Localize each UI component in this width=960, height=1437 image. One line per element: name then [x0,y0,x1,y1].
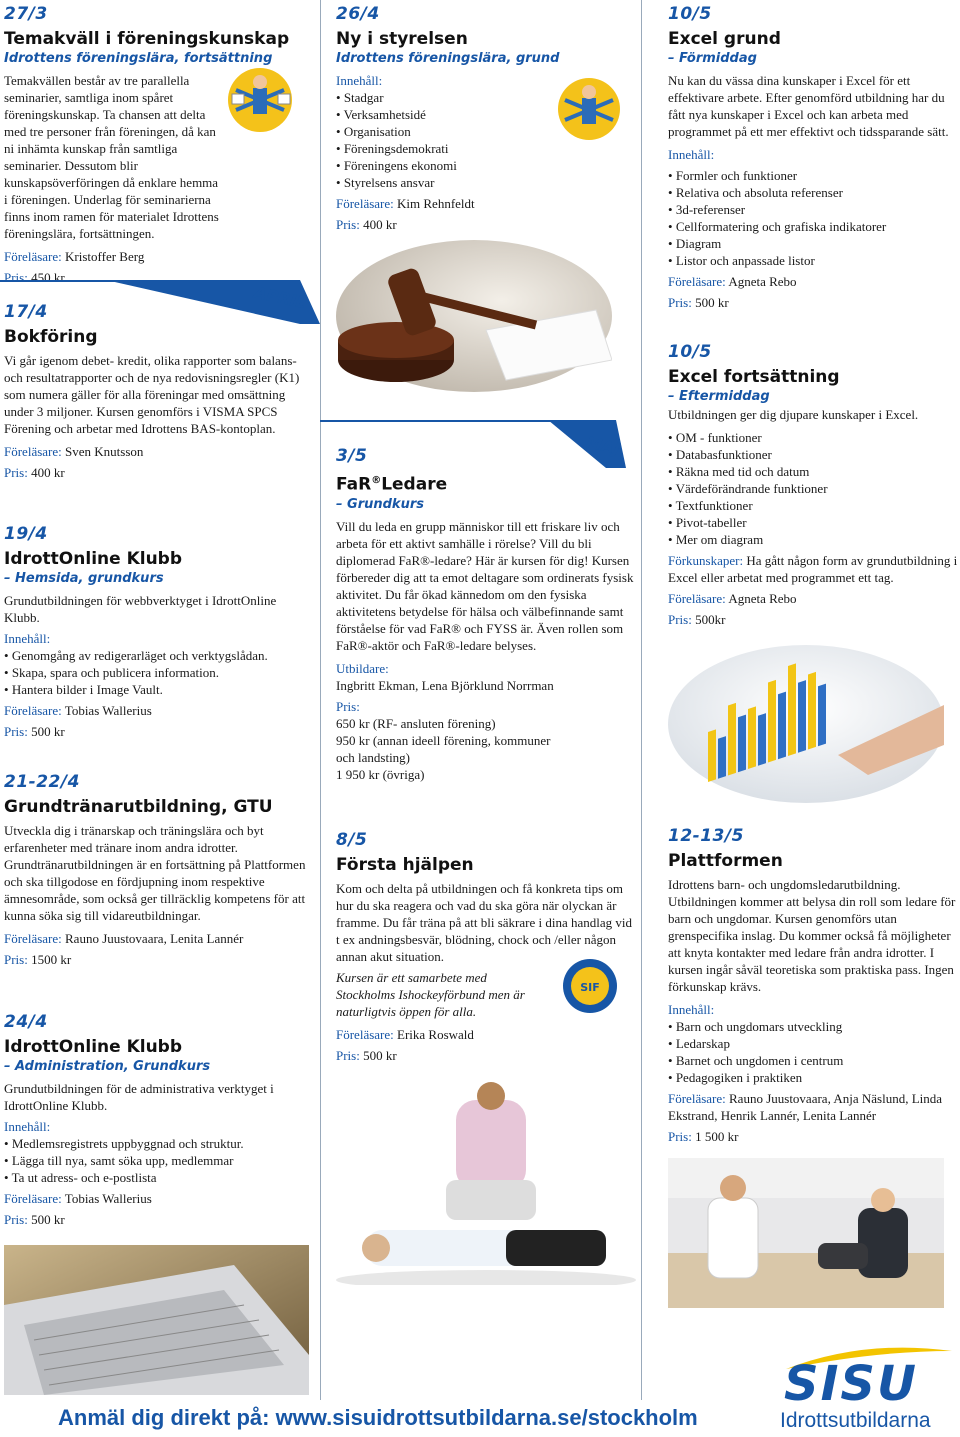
lecturer: Sven Knutsson [65,444,144,459]
lecturer-label: Föreläsare: [336,196,394,211]
event-far-ledare [336,446,636,783]
event-subtitle: Idrottens föreningslära, fortsättning [4,51,273,66]
price-item: 950 kr (annan ideell förening, kommuner och landsting) [336,732,551,765]
event-title: Ny i styrelsen [336,29,468,49]
list-item: • Textfunktioner [668,497,958,514]
lecturer-label: Föreläsare: [4,703,62,718]
lecturer-label: Föreläsare: [4,1191,62,1206]
price: 450 kr [31,270,65,285]
lecturer-label: Föreläsare: [4,931,62,946]
event-title [336,470,636,496]
list-item: • Stadgar [336,89,636,106]
trainer: Ingbritt Ekman, Lena Björklund Norrman [336,677,554,693]
event-idrottonline-admin [4,1012,309,1228]
event-subtitle: – Eftermiddag [668,389,770,404]
event-description: Grundutbildningen för webbverktyget i IdrottOnline Klubb. [4,593,277,625]
list-item: • Räkna med tid och datum [668,463,958,480]
price-item: 1 950 kr (övriga) [336,766,425,782]
price: 500 kr [363,1048,397,1063]
list-item: • Barnet och ungdomen i centrum [668,1052,958,1069]
list-item: • Medlemsregistrets uppbyggnad och struktur. [4,1135,309,1152]
event-title: Temakväll i föreningskunskap [4,29,290,49]
event-idrottonline-hemsida [4,524,309,740]
event-date: 12-13/5 [668,826,744,846]
lecturer-label: Föreläsare: [668,591,726,606]
list-item: • Styrelsens ansvar [336,174,636,191]
event-excel-grund [668,4,958,311]
event-description: Utbildningen ger dig djupare kunskaper i Excel. [668,407,919,422]
price-item: 650 kr (RF- ansluten förening) [336,715,496,731]
event-forsta-hjalpen [336,830,636,1064]
event-subtitle: – Förmiddag [668,51,757,66]
price-label: Pris: [668,612,692,627]
price: 500 kr [695,295,729,310]
lecturer: Erika Roswald [397,1027,474,1042]
content-list [4,647,309,698]
list-item: • Föreningens ekonomi [336,157,636,174]
list-item: • Relativa och absoluta referenser [668,184,958,201]
price: 400 kr [31,465,65,480]
event-subtitle: – Grundkurs [336,496,424,512]
event-description: Temakvällen består av tre parallella seminarier, samtliga inom spåret föreningskunskap. Ta chansen att delta med tre personer från föreningen, då kan ni inhämta kunskap från samtliga seminarier. Dessutom blir kunskapsöverföringen då enklare hemma i föreningen. Underlag för seminarierna finns inom ramen för materialet Idrottens föreningslära, fortsättningen. [4,73,219,241]
price: 500 kr [31,1212,65,1227]
prereq-label: Förkunskaper: [668,553,744,568]
event-date: 10/5 [668,342,712,362]
registered-mark: ® [371,475,382,486]
content-list [668,429,958,548]
prereq: Ha gått någon form av grundutbildning i Excel eller arbetat med programmet ett tag. [668,553,958,585]
event-date: 17/4 [4,302,48,322]
list-item: • Skapa, spara och publicera information. [4,664,309,681]
event-title: Excel grund [668,29,781,49]
event-ny-i-styrelsen [336,4,636,233]
price-label: Pris: [668,1129,692,1144]
event-title: Första hjälpen [336,855,474,875]
event-description: Kom och delta på utbildningen och få konkreta tips om hur du ska reagera och vad du ska göra när olyckan är framme. Du får träna på att bli säkrare i dina handlag vid t ex andningsbesvär, blödning, chock och /eller någon annan akut situation. [336,881,632,964]
list-item: • 3d-referenser [668,201,958,218]
list-item: • Ledarskap [668,1035,958,1052]
event-title: IdrottOnline Klubb [4,1037,183,1057]
list-item: • Ta ut adress- och e-postlista [4,1169,309,1186]
price-label: Pris: [4,952,28,967]
list-item: • Cellformatering och grafiska indikatorer [668,218,958,235]
event-bokforing [4,302,309,481]
content-list [4,1135,309,1186]
list-item: • Hantera bilder i Image Vault. [4,681,309,698]
event-note: Kursen är ett samarbete med Stockholms Ishockeyförbund men är naturligtvis öppen för alla. [336,970,525,1019]
list-item: • Värdeförändrande funktioner [668,480,958,497]
chart-printout-photo [668,645,944,803]
lecturer: Rauno Juustovaara, Anja Näslund, Linda Ekstrand, Henrik Lannér, Lenita Lannér [668,1091,943,1123]
event-description: Utveckla dig i tränarskap och träningslära och byt erfarenheter med tränare inom andra idrotter. Grundtränarutbildningen är en fortsättning på Plattformen och ska tillgodose en fördjupning inom respektive ämnesområde, som också ger tillräcklig kompetens för att kunna söka sig till vidareutbildningar. [4,823,306,923]
event-date: 8/5 [336,830,368,850]
list-item: • Organisation [336,123,636,140]
event-temakvall [4,4,309,286]
sisu-logo-text: SISU [784,1356,918,1412]
month-maj: MAJ [584,432,622,459]
price: 1 500 kr [695,1129,739,1144]
price-label: Pris: [4,1212,28,1227]
list-item: • Pivot-tabeller [668,514,958,531]
lecturer-label: Föreläsare: [336,1027,394,1042]
content-label: Innehåll: [336,73,383,88]
organization-illustration [226,66,294,134]
price: 1500 kr [31,952,72,967]
title-main: FaR [336,474,372,495]
price-label: Pris: [4,465,28,480]
month-april: APRIL [252,282,308,313]
content-label: Innehåll: [668,1002,715,1017]
content-label: Innehåll: [4,1119,51,1134]
sisu-logo[interactable] [780,1345,958,1435]
lecturer: Rauno Juustovaara, Lenita Lannér [65,931,244,946]
price-label: Pris: [336,698,360,714]
event-excel-fortsattning [668,342,958,628]
content-list [668,167,958,269]
event-date: 26/4 [336,4,380,24]
first-aid-photo [336,1080,636,1285]
list-item: • Diagram [668,235,958,252]
lecturer: Kristoffer Berg [65,249,145,264]
event-subtitle: Idrottens föreningslära, grund [336,51,560,66]
list-item: • Föreningsdemokrati [336,140,636,157]
price-label: Pris: [4,724,28,739]
event-title: Plattformen [668,851,783,871]
event-description: Nu kan du vässa dina kunskaper i Excel för ett effektivare arbete. Efter genomförd utbildning har du fått nya kunskaper i Excel och kan arbeta med programmet på ett mer effektivt och tidssparande sätt. [668,73,949,139]
gavel-photo [336,240,612,392]
event-title: Grundtränarutbildning, GTU [4,797,273,817]
lecturer-label: Föreläsare: [4,444,62,459]
event-date: 24/4 [4,1012,48,1032]
event-title: Excel fortsättning [668,367,840,387]
list-item: • Pedagogiken i praktiken [668,1069,958,1086]
lecturer: Agneta Rebo [728,591,797,606]
lecturer-label: Föreläsare: [4,249,62,264]
laptop-photo [4,1245,309,1395]
lecturer: Agneta Rebo [728,274,797,289]
price: 500 kr [31,724,65,739]
price: 400 kr [363,217,397,232]
list-item: • Lägga till nya, samt söka upp, medlemmar [4,1152,309,1169]
list-item: • Formler och funktioner [668,167,958,184]
event-date: 10/5 [668,4,712,24]
event-description: Vill du leda en grupp människor till ett friskare liv och arbeta för ett aktivt samhälle i rörelse? Vill du bli diplomerad FaR®-ledare? Här är kursen för dig! Kursen förbereder dig att ta emot deltagare som ordinerats fysisk aktivitet. Du får ökad kännedom om den fysiska aktivitetens betydelse för hälsa och välbefinnande samt förståelse för vad FaR® och FYSS är. Även rollen som FaR®-aktör och FaR®-ledare belyses. [336,518,634,653]
organization-illustration [556,76,622,142]
ishockey-badge [562,958,618,1014]
event-title: Bokföring [4,327,98,347]
event-date: 21-22/4 [4,772,80,792]
content-label: Innehåll: [668,147,715,162]
event-description: Idrottens barn- och ungdomsledarutbildning. Utbildningen kommer att belysa din roll som ledare för barn och ungdomar. Kursen genomförs utan grenspecifika inslag. Du kommer också få möjligheter att knyta kontakter med ledare från andra idrotter. I kursen ingår såväl teoretiska som praktiska pass. Ingen förkunskap krävs. [668,877,956,994]
trainer-label: Utbildare: [336,660,389,676]
lecturer: Kim Rehnfeldt [397,196,475,211]
lecturer: Tobias Wallerius [64,703,152,718]
price-label: Pris: [4,270,28,285]
event-subtitle: – Administration, Grundkurs [4,1059,211,1074]
content-label: Innehåll: [4,631,51,646]
lecturer-label: Föreläsare: [668,274,726,289]
list-item: • Barn och ungdomars utveckling [668,1018,958,1035]
event-subtitle: – Hemsida, grundkurs [4,571,164,586]
badge-letters: SIF [580,981,600,994]
event-title: IdrottOnline Klubb [4,549,183,569]
event-description: Grundutbildningen för de administrativa verktyget i IdrottOnline Klubb. [4,1081,274,1113]
price: 500kr [695,612,726,627]
price-label: Pris: [336,1048,360,1063]
event-date: 27/3 [4,4,48,24]
list-item: • OM - funktioner [668,429,958,446]
content-list [668,1018,958,1086]
event-description: Vi går igenom debet- kredit, olika rapporter som balans- och resultatrapporter och de nya redovisningsregler (K1) som numera gäller för alla föreningar med omsättning under 3 miljoner. Kursen genomförs i VISMA SPCS Förening och arbetar med Idrottens BAS-kontoplan. [4,353,300,436]
lecturer-label: Föreläsare: [668,1091,726,1106]
list-item: • Genomgång av redigerarläget och verktygslådan. [4,647,309,664]
title-rest: Ledare [381,474,448,495]
lecturer: Tobias Wallerius [64,1191,152,1206]
list-item: • Mer om diagram [668,531,958,548]
judo-photo [668,1158,944,1308]
list-item: • Verksamhetsidé [336,106,636,123]
event-gtu [4,772,309,968]
event-date: 19/4 [4,524,48,544]
registration-cta[interactable]: Anmäl dig direkt på: www.sisuidrottsutbildarna.se/stockholm [58,1405,698,1430]
event-plattformen [668,826,958,1145]
list-item: • Listor och anpassade listor [668,252,958,269]
sisu-logo-subtitle: Idrottsutbildarna [780,1409,931,1432]
price-label: Pris: [668,295,692,310]
price-label: Pris: [336,217,360,232]
event-date: 3/5 [336,446,368,466]
list-item: • Databasfunktioner [668,446,958,463]
